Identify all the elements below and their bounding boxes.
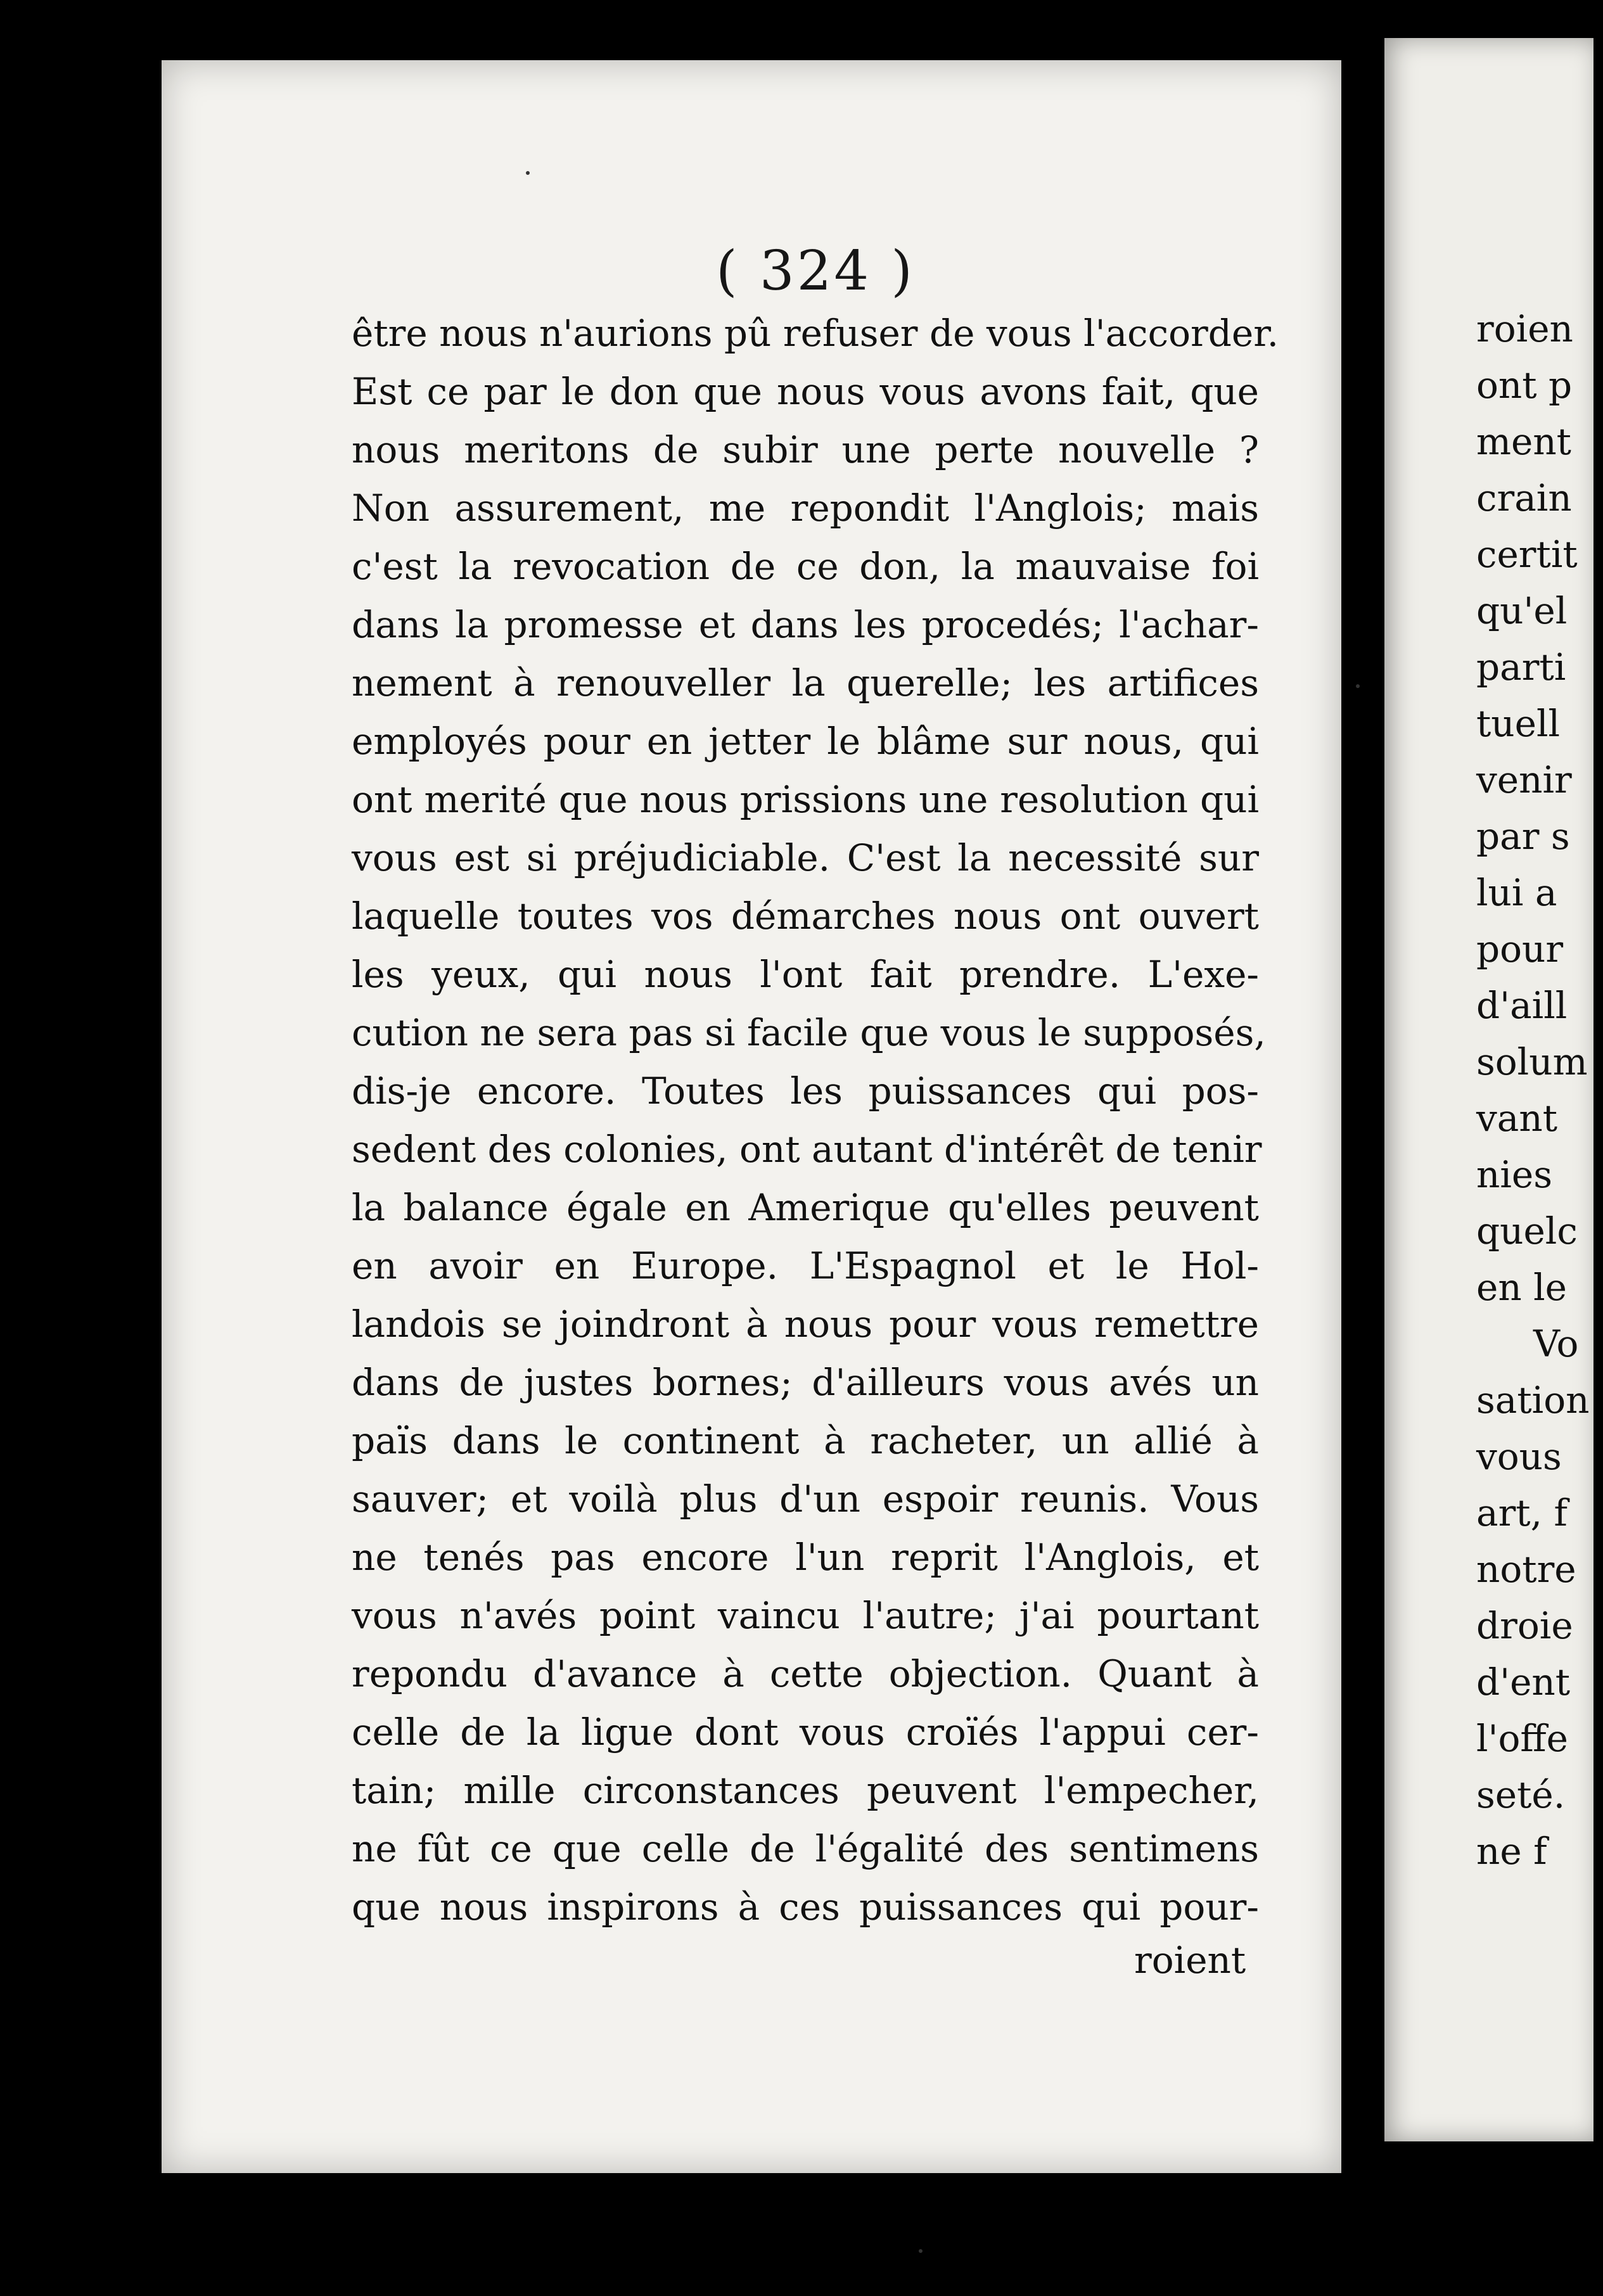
text-line: Vo xyxy=(1533,1322,1579,1365)
text-line: certit xyxy=(1476,533,1578,576)
text-line: repondu d'avance à cette objection. Quant à xyxy=(352,1652,1259,1695)
text-line: païs dans le continent à racheter, un allié à xyxy=(352,1419,1259,1462)
text-line: dis-je encore. Toutes les puissances qui pos- xyxy=(352,1069,1259,1113)
text-line: pour xyxy=(1476,928,1564,971)
text-line: vant xyxy=(1476,1097,1558,1140)
text-line: tain; mille circonstances peuvent l'empecher, xyxy=(352,1769,1259,1812)
text-line: c'est la revocation de ce don, la mauvaise foi xyxy=(352,545,1259,588)
text-line: nement à renouveller la querelle; les artifices xyxy=(352,661,1259,705)
ink-speck xyxy=(1356,684,1360,688)
text-line: seté. xyxy=(1476,1773,1566,1816)
text-line: parti xyxy=(1476,646,1566,689)
text-line: Non assurement, me repondit l'Anglois; mais xyxy=(352,487,1259,530)
text-line: en le xyxy=(1476,1266,1567,1309)
text-line: ment xyxy=(1476,420,1571,463)
text-line: landois se joindront à nous pour vous remettre xyxy=(352,1303,1259,1346)
text-line: qu'el xyxy=(1476,589,1568,632)
text-line: vous n'avés point vaincu l'autre; j'ai pourtant xyxy=(352,1594,1259,1637)
text-line: ne f xyxy=(1476,1830,1547,1873)
text-line: être nous n'aurions pû refuser de vous l'accorder. xyxy=(352,312,1279,355)
text-line: ont merité que nous prissions une resolution qui xyxy=(352,778,1259,821)
text-line: l'offe xyxy=(1476,1717,1568,1760)
text-line: par s xyxy=(1476,815,1570,858)
text-line: quelc xyxy=(1476,1209,1578,1253)
text-line: droie xyxy=(1476,1604,1573,1647)
text-line: roien xyxy=(1476,307,1573,350)
text-line: crain xyxy=(1476,476,1572,520)
text-line: ne fût ce que celle de l'égalité des sentimens xyxy=(352,1827,1259,1870)
text-line: tuell xyxy=(1476,702,1561,745)
ink-speck xyxy=(919,2249,923,2253)
text-line: nies xyxy=(1476,1153,1552,1196)
text-line: que nous inspirons à ces puissances qui pour- xyxy=(352,1885,1259,1929)
text-line: lui a xyxy=(1476,871,1557,914)
text-line: nous meritons de subir une perte nouvelle ? xyxy=(352,428,1259,471)
text-line: dans de justes bornes; d'ailleurs vous avés un xyxy=(352,1361,1259,1404)
ink-speck xyxy=(526,171,530,175)
text-line: d'aill xyxy=(1476,984,1568,1027)
text-line: venir xyxy=(1476,758,1572,801)
text-line: sation xyxy=(1476,1379,1590,1422)
text-line: dans la promesse et dans les procedés; l'achar- xyxy=(352,603,1259,646)
text-line: laquelle toutes vos démarches nous ont ouvert xyxy=(352,895,1259,938)
left-page-text xyxy=(352,304,1279,1936)
text-line: art, f xyxy=(1476,1491,1568,1534)
page-number: ( 324 ) xyxy=(716,239,915,303)
right-page-text xyxy=(1476,301,1603,1880)
text-line: sauver; et voilà plus d'un espoir reunis. Vous xyxy=(352,1477,1259,1521)
text-line: notre xyxy=(1476,1548,1576,1591)
text-line: ne tenés pas encore l'un reprit l'Anglois, et xyxy=(352,1536,1259,1579)
text-line: Est ce par le don que nous vous avons fait, que xyxy=(352,370,1259,413)
catchword: roient xyxy=(1134,1939,1246,1982)
text-line: solum xyxy=(1476,1040,1588,1083)
text-line: cution ne sera pas si facile que vous le supposés, xyxy=(352,1011,1266,1054)
text-line: vous xyxy=(1476,1435,1562,1478)
text-line: vous est si préjudiciable. C'est la necessité sur xyxy=(352,836,1259,879)
text-line: la balance égale en Amerique qu'elles peuvent xyxy=(352,1186,1259,1229)
text-line: sedent des colonies, ont autant d'intérêt de tenir xyxy=(352,1128,1262,1171)
text-line: ont p xyxy=(1476,364,1573,407)
text-line: en avoir en Europe. L'Espagnol et le Hol- xyxy=(352,1244,1259,1287)
text-line: celle de la ligue dont vous croïés l'appui cer- xyxy=(352,1711,1259,1754)
text-line: d'ent xyxy=(1476,1661,1571,1704)
text-line: les yeux, qui nous l'ont fait prendre. L'exe- xyxy=(352,953,1259,996)
text-line: employés pour en jetter le blâme sur nous, qui xyxy=(352,720,1259,763)
book-gutter xyxy=(1341,0,1384,2296)
